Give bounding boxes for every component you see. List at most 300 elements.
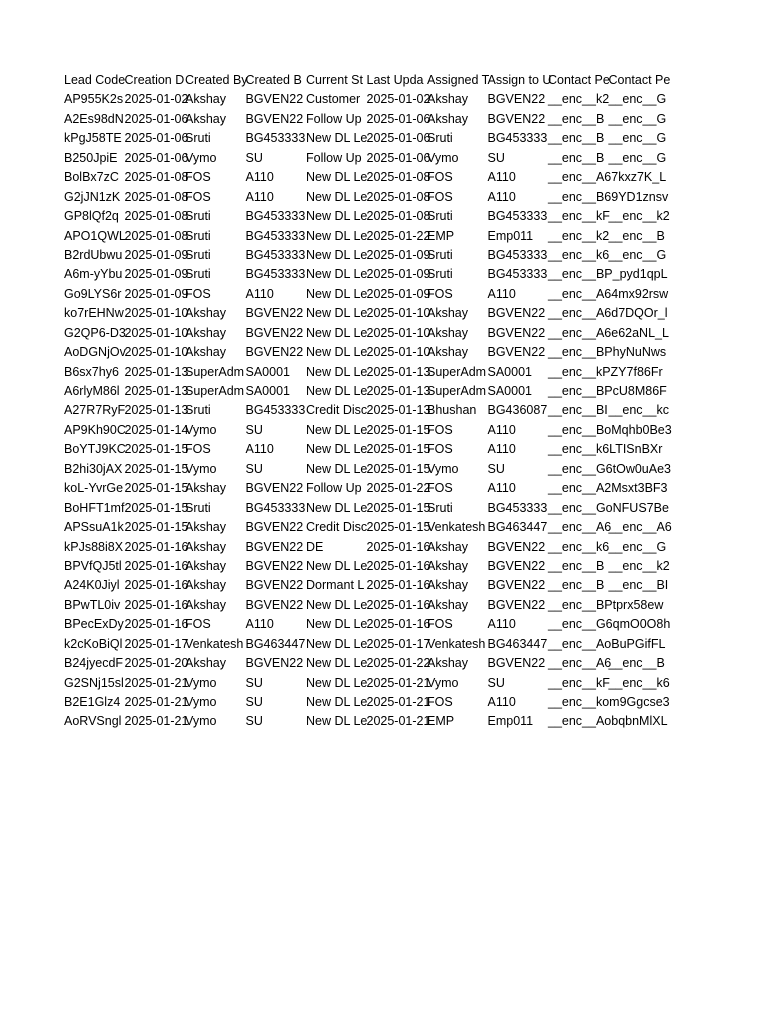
table-cell	[609, 285, 669, 304]
table-cell	[609, 499, 669, 518]
table-cell: Akshay	[185, 306, 226, 321]
table-cell: 2025-01-21	[124, 695, 189, 709]
table-cell: 2025-01-13	[124, 384, 189, 398]
table-cell: BPwTL0iv	[64, 597, 121, 612]
table-cell: Bhushan	[427, 403, 477, 418]
table-cell: BGVEN22	[245, 558, 304, 573]
table-cell: FOS	[185, 189, 211, 204]
table-cell: DE	[306, 539, 324, 554]
table-cell: BGVEN22	[245, 578, 304, 593]
table-cell: 2025-01-09	[366, 286, 431, 301]
table-cell: Akshay	[427, 111, 468, 126]
table-cell: __enc__BPtprx58ew	[548, 597, 664, 612]
table-row	[64, 499, 668, 518]
table-cell: 2025-01-06	[124, 150, 189, 165]
table-cell: 2025-01-17	[124, 636, 189, 651]
table-cell: New DL Le	[306, 325, 368, 340]
table-cell: 2025-01-16	[366, 539, 431, 554]
table-cell	[609, 596, 669, 615]
table-cell: BG453333	[245, 228, 306, 243]
table-cell: Sruti	[185, 228, 211, 243]
table-cell: GP8lQf2q	[64, 209, 119, 224]
table-cell: FOS	[427, 442, 453, 457]
table-cell: BG453333	[245, 247, 306, 262]
table-row	[64, 518, 672, 537]
table-cell: Go9LYS6r	[64, 286, 122, 301]
table-cell: 2025-01-10	[124, 306, 189, 321]
table-cell: __enc__G6tOw0uAe3	[548, 461, 672, 476]
table-cell: BolBx7zC	[64, 170, 119, 185]
table-cell: __enc__kPZY7f86Fr	[548, 364, 663, 379]
table-cell: A27R7RyF	[64, 403, 126, 418]
table-cell: APO1QWL	[64, 228, 126, 243]
table-cell: Akshay	[185, 656, 226, 671]
table-cell: Vymo	[185, 675, 217, 690]
table-cell: BG453333	[487, 131, 548, 146]
table-cell: SA0001	[245, 364, 290, 379]
table-cell: Sruti	[185, 403, 211, 418]
table-cell: 2025-01-09	[124, 286, 189, 301]
table-cell: G2SNj15sl	[64, 675, 124, 690]
table-cell: New DL Le	[306, 267, 368, 282]
column-header: Contact Pe	[608, 73, 671, 87]
table-cell: __enc__k2	[608, 558, 670, 573]
table-cell: BoYTJ9KC	[64, 442, 126, 457]
table-cell: FOS	[427, 695, 453, 709]
table-cell: 2025-01-09	[124, 267, 189, 282]
table-cell	[609, 693, 669, 712]
table-cell: __enc__B	[548, 558, 605, 573]
table-cell: FOS	[427, 189, 453, 204]
table-cell: Sruti	[427, 131, 453, 146]
table-cell: 2025-01-21	[366, 695, 431, 709]
table-cell: 2025-01-16	[124, 578, 189, 593]
table-cell: SU	[245, 695, 263, 709]
table-cell: New DL Le	[306, 286, 368, 301]
column-header: Created By	[185, 73, 248, 87]
table-cell: __enc__k2	[548, 228, 610, 243]
table-cell: New DL Le	[306, 247, 368, 262]
table-cell: BGVEN22	[245, 481, 304, 496]
table-cell	[609, 188, 669, 207]
table-cell: New DL Le	[306, 617, 368, 632]
table-cell: AP955K2s	[64, 92, 124, 107]
table-cell: BGVEN22	[487, 345, 546, 360]
table-cell: __enc__BI	[548, 403, 608, 418]
table-cell: __enc__GoNFUS7Be	[548, 500, 669, 515]
table-cell: Venkatesh	[427, 636, 486, 651]
table-cell: Sruti	[185, 209, 211, 224]
table-cell: SU	[245, 422, 263, 437]
table-cell: A2Es98dN	[64, 111, 124, 126]
table-cell: G2QP6-D3	[64, 325, 126, 340]
table-cell: 2025-01-08	[366, 189, 431, 204]
table-cell: Follow Up	[306, 150, 362, 165]
table-cell: Akshay	[185, 597, 226, 612]
table-cell: Vymo	[185, 150, 217, 165]
table-cell: BGVEN22	[487, 578, 546, 593]
table-cell	[609, 421, 669, 440]
table-row	[64, 304, 668, 323]
table-cell: 2025-01-21	[124, 714, 189, 729]
table-cell: Akshay	[427, 92, 468, 107]
table-cell: A110	[245, 442, 274, 457]
table-row	[64, 149, 668, 168]
table-row	[64, 382, 668, 401]
table-cell: New DL Le	[306, 228, 368, 243]
table-cell: BG463447	[245, 636, 306, 651]
table-row	[64, 265, 668, 284]
table-cell: New DL Le	[306, 442, 368, 457]
table-cell: 2025-01-13	[366, 403, 431, 418]
table-cell: __enc__G	[608, 539, 667, 554]
table-cell: Sruti	[427, 267, 453, 282]
table-cell: G2jJN1zK	[64, 189, 121, 204]
table-cell: 2025-01-06	[366, 131, 431, 146]
table-cell: New DL Le	[306, 209, 368, 224]
table-cell: BGVEN22	[245, 345, 304, 360]
table-cell: SU	[487, 461, 505, 476]
table-cell	[609, 479, 669, 498]
table-cell	[609, 615, 669, 634]
table-cell: 2025-01-06	[366, 150, 431, 165]
column-header: Created B	[245, 73, 302, 87]
table-cell: BG453333	[487, 267, 548, 282]
table-cell: __enc__B	[548, 111, 605, 126]
table-cell: 2025-01-15	[124, 500, 189, 515]
table-cell: 2025-01-22	[366, 656, 431, 671]
table-cell: New DL Le	[306, 189, 368, 204]
table-cell: Vymo	[427, 461, 459, 476]
table-cell: New DL Le	[306, 131, 368, 146]
table-cell: New DL Le	[306, 695, 368, 709]
table-cell: New DL Le	[306, 636, 368, 651]
table-cell: BG453333	[487, 209, 548, 224]
table-cell: Akshay	[427, 345, 468, 360]
table-cell: SuperAdm	[427, 384, 487, 398]
table-cell: 2025-01-15	[366, 422, 431, 437]
table-cell: __enc__G	[608, 92, 667, 107]
table-cell: 2025-01-14	[124, 422, 189, 437]
table-cell: BG453333	[245, 209, 306, 224]
table-cell: 2025-01-15	[366, 520, 431, 535]
table-cell: 2025-01-15	[366, 500, 431, 515]
table-cell: kPJs88i8X	[64, 539, 124, 554]
table-cell: 2025-01-13	[124, 364, 189, 379]
table-cell: Akshay	[185, 92, 226, 107]
table-cell: BPecExDy	[64, 617, 124, 632]
table-cell: 2025-01-16	[366, 558, 431, 573]
table-cell	[609, 168, 669, 187]
table-cell: __enc__A67kxz7K_L	[548, 170, 667, 185]
table-cell: 2025-01-06	[124, 111, 189, 126]
table-cell: Sruti	[185, 500, 211, 515]
table-cell: __enc__G6qmO0O8h	[548, 617, 671, 632]
table-cell: 2025-01-10	[124, 325, 189, 340]
table-cell: __enc__k6LTISnBXr	[548, 442, 663, 457]
column-header: Last Upda	[366, 73, 424, 87]
table-cell: Akshay	[427, 656, 468, 671]
table-cell: __enc__A6e62aNL_L	[548, 325, 669, 340]
table-cell: 2025-01-16	[366, 597, 431, 612]
table-cell: __enc__A6	[548, 656, 612, 671]
table-cell: BGVEN22	[245, 539, 304, 554]
table-cell: FOS	[427, 286, 453, 301]
table-cell: koL-YvrGe	[64, 481, 124, 496]
table-cell: __enc__kF	[548, 675, 610, 690]
table-cell: 2025-01-08	[124, 189, 189, 204]
table-cell: SU	[245, 714, 263, 729]
table-cell: Akshay	[185, 520, 226, 535]
table-cell: Sruti	[427, 247, 453, 262]
table-cell: 2025-01-16	[366, 578, 431, 593]
table-cell: A110	[487, 442, 516, 457]
column-header: Contact Pe	[548, 73, 610, 87]
table-cell: Akshay	[427, 578, 468, 593]
table-cell: __enc__A6	[608, 520, 672, 535]
table-cell: AoRVSngl	[64, 714, 122, 729]
table-cell: SU	[487, 150, 505, 165]
table-cell: Dormant L	[306, 578, 365, 593]
table-cell: SuperAdm	[185, 384, 245, 398]
table-cell: BG453333	[245, 403, 306, 418]
table-cell: Akshay	[185, 539, 226, 554]
table-cell: Akshay	[185, 345, 226, 360]
table-cell: BG453333	[487, 247, 548, 262]
table-cell: 2025-01-16	[124, 558, 189, 573]
table-cell: SU	[245, 461, 263, 476]
table-cell: Sruti	[185, 247, 211, 262]
table-cell: 2025-01-15	[124, 442, 189, 457]
table-cell: __enc__kom9Ggcse3	[548, 695, 670, 709]
table-cell: __enc__AobqbnMlXL	[548, 714, 668, 729]
spreadsheet-table	[64, 71, 672, 732]
table-row	[64, 343, 668, 362]
table-cell: 2025-01-22	[366, 228, 431, 243]
table-cell: __enc__k6	[608, 675, 670, 690]
table-cell: BGVEN22	[487, 92, 546, 107]
table-cell: Vymo	[185, 461, 217, 476]
table-cell	[609, 382, 669, 401]
table-cell: BoHFT1mf	[64, 500, 125, 515]
table-cell	[609, 324, 669, 343]
table-cell: __enc__k6	[548, 247, 610, 262]
table-cell: Vymo	[427, 150, 459, 165]
table-cell: FOS	[185, 442, 211, 457]
table-cell: __enc__A64mx92rsw	[548, 286, 669, 301]
table-cell: BGVEN22	[487, 656, 546, 671]
table-cell: 2025-01-06	[366, 111, 431, 126]
table-cell: 2025-01-10	[366, 325, 431, 340]
table-cell: Follow Up	[306, 111, 362, 126]
table-cell: B2hi30jAX	[64, 461, 123, 476]
table-row	[64, 246, 668, 265]
table-cell	[609, 304, 669, 323]
table-cell: BPVfQJ5tl	[64, 558, 122, 573]
table-cell: 2025-01-22	[366, 481, 431, 496]
table-row	[64, 712, 668, 731]
table-cell: __enc__A6	[548, 520, 612, 535]
table-cell: __enc__AoBuPGifFL	[548, 636, 666, 651]
table-cell: Emp011	[487, 714, 534, 729]
table-cell: AP9Kh90C	[64, 422, 126, 437]
table-cell: BGVEN22	[487, 325, 546, 340]
table-cell	[609, 460, 669, 479]
table-cell: 2025-01-15	[366, 442, 431, 457]
table-row	[64, 188, 668, 207]
table-cell: 2025-01-08	[124, 209, 189, 224]
table-cell: BGVEN22	[245, 520, 304, 535]
table-cell: __enc__BP_pyd1qpL	[548, 267, 668, 282]
table-cell: __enc__BPcU8M86F	[548, 384, 667, 398]
table-cell: BG436087	[487, 403, 548, 418]
table-cell: 2025-01-02	[124, 92, 189, 107]
table-cell: 2025-01-21	[366, 675, 431, 690]
table-cell: __enc__BI	[608, 578, 669, 593]
table-cell: 2025-01-16	[124, 617, 189, 632]
table-cell: Akshay	[427, 558, 468, 573]
table-cell: 2025-01-16	[124, 539, 189, 554]
table-row	[64, 110, 668, 129]
table-cell: Credit Disc	[306, 403, 368, 418]
table-cell: Akshay	[427, 597, 468, 612]
table-cell: __enc__kF	[548, 209, 610, 224]
table-cell: A110	[245, 286, 274, 301]
table-row	[64, 693, 668, 712]
table-cell: A110	[487, 189, 516, 204]
table-cell: __enc__k2	[548, 92, 610, 107]
table-cell: 2025-01-13	[366, 364, 431, 379]
table-cell: 2025-01-09	[124, 247, 189, 262]
table-cell: New DL Le	[306, 364, 368, 379]
table-row	[64, 557, 668, 576]
column-header: Assigned T	[427, 73, 490, 87]
table-cell: Akshay	[427, 539, 468, 554]
table-cell: 2025-01-09	[366, 247, 431, 262]
table-cell: Venkatesh	[185, 636, 244, 651]
table-cell: BG453333	[245, 500, 306, 515]
table-row	[64, 596, 668, 615]
table-cell: BGVEN22	[487, 111, 546, 126]
table-cell: BGVEN22	[245, 597, 304, 612]
table-cell: Vymo	[185, 695, 217, 709]
table-cell	[609, 712, 669, 731]
table-cell: __enc__G	[608, 150, 667, 165]
table-cell: EMP	[427, 228, 455, 243]
table-cell: BGVEN22	[487, 306, 546, 321]
table-cell	[609, 265, 669, 284]
table-cell: FOS	[427, 422, 453, 437]
table-cell: Emp011	[487, 228, 534, 243]
table-cell: A110	[487, 170, 516, 185]
table-cell: 2025-01-13	[366, 384, 431, 398]
table-cell: 2025-01-17	[366, 636, 431, 651]
table-cell: AoDGNjOv	[64, 345, 126, 360]
table-cell	[609, 343, 669, 362]
table-cell: SU	[245, 150, 263, 165]
table-cell: New DL Le	[306, 597, 368, 612]
table-cell: BGVEN22	[487, 597, 546, 612]
table-cell: A110	[245, 170, 274, 185]
table-cell: __enc__kc	[608, 403, 669, 418]
table-cell: BGVEN22	[245, 92, 304, 107]
table-cell: A110	[487, 481, 516, 496]
table-cell: 2025-01-15	[124, 481, 189, 496]
table-cell: __enc__B	[548, 131, 605, 146]
table-cell: FOS	[427, 481, 453, 496]
table-cell: Vymo	[185, 714, 217, 729]
table-cell: __enc__A6d7DQOr_l	[548, 306, 668, 321]
table-cell: B250JpiE	[64, 150, 118, 165]
table-cell: FOS	[185, 170, 211, 185]
table-cell: Akshay	[185, 558, 226, 573]
table-row	[64, 460, 672, 479]
table-cell: __enc__A2Msxt3BF3	[548, 481, 668, 496]
table-cell: __enc__B	[548, 150, 605, 165]
table-cell: 2025-01-10	[366, 306, 431, 321]
table-cell: SA0001	[487, 364, 532, 379]
table-cell: 2025-01-15	[366, 461, 431, 476]
table-row	[64, 401, 668, 420]
table-cell: Akshay	[185, 481, 226, 496]
table-cell: Customer	[306, 92, 361, 107]
table-row	[64, 324, 668, 343]
table-cell: B6sx7hy6	[64, 364, 119, 379]
table-cell: 2025-01-08	[366, 209, 431, 224]
table-row	[64, 90, 668, 109]
table-cell: SuperAdm	[185, 364, 245, 379]
table-cell: Sruti	[427, 209, 453, 224]
table-cell: 2025-01-13	[124, 403, 189, 418]
table-body	[64, 90, 672, 731]
table-cell: A110	[245, 189, 274, 204]
table-row	[64, 363, 668, 382]
table-cell: FOS	[185, 286, 211, 301]
table-cell: kPgJ58TE	[64, 131, 122, 146]
table-cell: __enc__G	[608, 247, 667, 262]
table-cell: BG453333	[245, 131, 306, 146]
table-cell: New DL Le	[306, 500, 368, 515]
table-row	[64, 440, 668, 459]
table-cell: 2025-01-08	[124, 228, 189, 243]
column-header: Creation D	[124, 73, 185, 87]
table-cell: New DL Le	[306, 345, 368, 360]
table-cell: k2cKoBiQl	[64, 636, 123, 651]
table-cell: 2025-01-02	[366, 92, 431, 107]
column-header: Assign to U	[487, 73, 552, 87]
table-cell: New DL Le	[306, 422, 368, 437]
table-cell: Venkatesh	[427, 520, 486, 535]
table-cell: FOS	[185, 617, 211, 632]
table-cell: __enc__BPhyNuNws	[548, 345, 667, 360]
table-cell: Akshay	[427, 306, 468, 321]
table-row	[64, 674, 668, 693]
table-cell: __enc__B	[608, 656, 665, 671]
table-cell: EMP	[427, 714, 455, 729]
table-cell: FOS	[427, 170, 453, 185]
table-cell: B24jyecdF	[64, 656, 124, 671]
table-cell: SA0001	[487, 384, 532, 398]
table-row	[64, 576, 668, 595]
table-cell: B2rdUbwu	[64, 247, 123, 262]
table-cell: SA0001	[245, 384, 290, 398]
table-cell	[609, 440, 669, 459]
table-cell: Sruti	[185, 131, 211, 146]
table-cell: __enc__k2	[608, 209, 670, 224]
table-cell	[609, 635, 669, 654]
table-cell: A6m-yYbu	[64, 267, 123, 282]
table-cell: A110	[245, 617, 274, 632]
